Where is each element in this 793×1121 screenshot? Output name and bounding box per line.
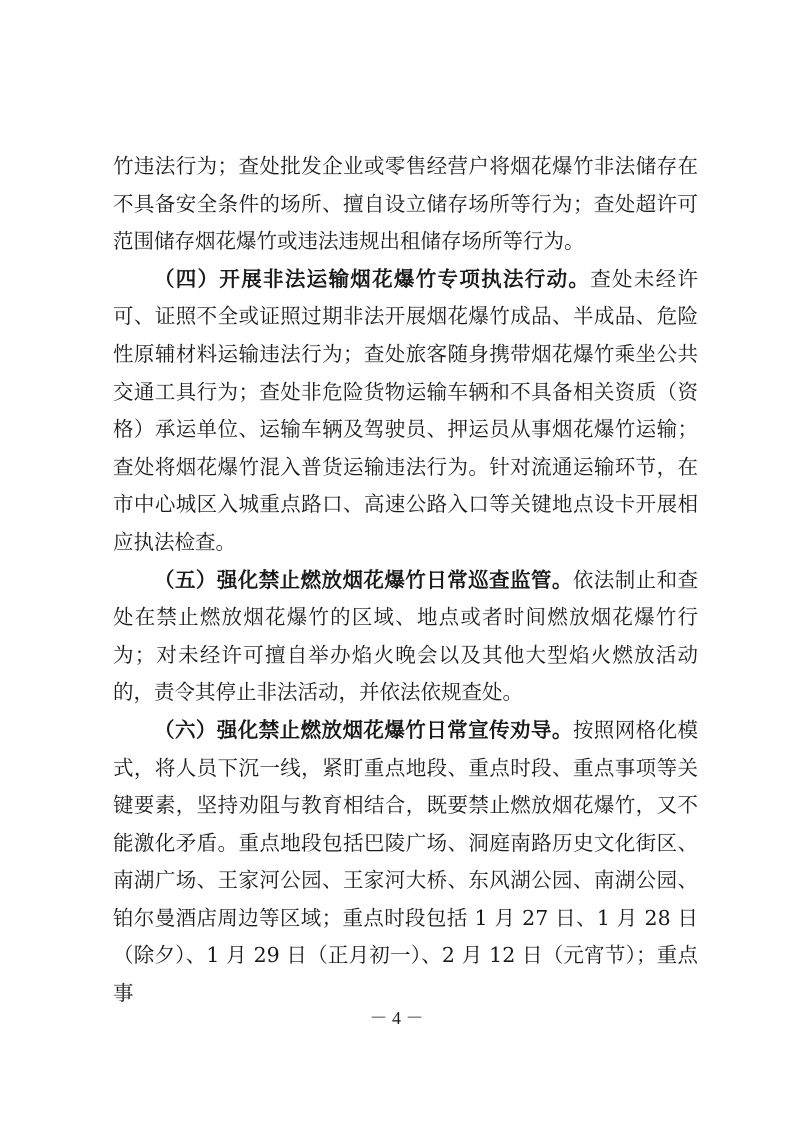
paragraph-section-5 — [113, 562, 698, 712]
section-heading-6: （六）强化禁止燃放烟花爆竹日常宣传劝导。 — [154, 717, 573, 742]
paragraph-body: 按照网格化模式，将人员下沉一线，紧盯重点地段、重点时段、重点事项等关键要素，坚持劝阻与教育相结合，既要禁止燃放烟花爆竹，又不能激化矛盾。重点地段包括巴陵广场、洞庭南路历史文化街区、南湖广场、王家河公园、王家河大桥、东风湖公园、南湖公园、铂尔曼酒店周边等区域；重点时段包括 1 月 27 日、1 月 28 日（除夕）、1 月 29 日（正月初一）、2 月 12 日（元宵节）；重点事 — [113, 717, 699, 1006]
document-body — [113, 148, 698, 1013]
page-number: － 4 － — [369, 1008, 424, 1028]
section-heading-5: （五）强化禁止燃放烟花爆竹日常巡查监管。 — [154, 567, 573, 592]
paragraph-continuation — [113, 148, 698, 261]
paragraph-section-6 — [113, 712, 698, 1013]
paragraph-body: 查处未经许可、证照不全或证照过期非法开展烟花爆竹成品、半成品、危险性原辅材料运输违法行为；查处旅客随身携带烟花爆竹乘坐公共交通工具行为；查处非危险货物运输车辆和不具备相关资质（资格）承运单位、运输车辆及驾驶员、押运员从事烟花爆竹运输；查处将烟花爆竹混入普货运输违法行为。针对流通运输环节，在市中心城区入城重点路口、高速公路入口等关键地点设卡开展相应执法检查。 — [113, 266, 698, 554]
paragraph-section-4 — [113, 261, 698, 562]
paragraph-body: 竹违法行为；查处批发企业或零售经营户将烟花爆竹非法储存在不具备安全条件的场所、擅自设立储存场所等行为；查处超许可范围储存烟花爆竹或违法违规出租储存场所等行为。 — [113, 154, 698, 254]
paragraph-body: 依法制止和查处在禁止燃放烟花爆竹的区域、地点或者时间燃放烟花爆竹行为；对未经许可擅自举办焰火晚会以及其他大型焰火燃放活动的，责令其停止非法活动，并依法依规查处。 — [113, 567, 699, 705]
section-heading-4: （四）开展非法运输烟花爆竹专项执法行动。 — [154, 266, 591, 291]
